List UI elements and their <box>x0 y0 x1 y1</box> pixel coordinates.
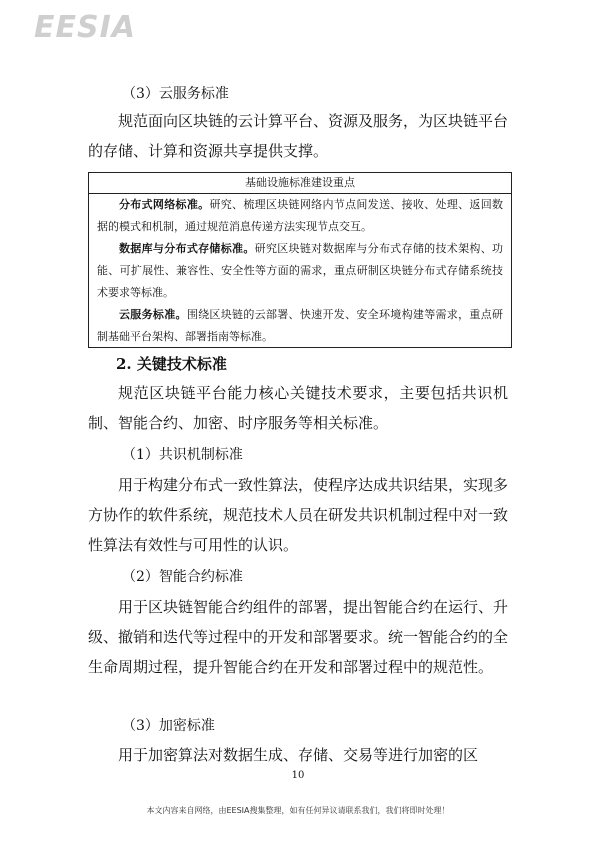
box-item-text: 围绕区块链的云部署、快速开发、安全环境构建等需求，重点研制基础平台架构、部署指南等标准。 <box>97 308 504 343</box>
smart-contract-heading: （2）智能合约标准 <box>122 569 243 585</box>
consensus-body: 用于构建分布式一致性算法，使程序达成共识结果，实现多方协作的软件系统，规范技术人员在研发共识机制过程中对一致性算法有效性与可用性的认识。 <box>88 476 509 554</box>
box-title: 基础设施标准建设重点 <box>89 173 511 194</box>
box-item-label: 数据库与分布式存储标准。 <box>119 242 255 255</box>
section-title-key-tech: 2. 关键技术标准 <box>116 355 227 373</box>
box-item-label: 云服务标准。 <box>119 308 187 321</box>
box-item-label: 分布式网络标准。 <box>119 198 210 211</box>
key-tech-intro: 规范区块链平台能力核心关键技术要求，主要包括共识机制、智能合约、加密、时序服务等相关标准。 <box>88 384 508 432</box>
page-number: 10 <box>291 770 305 781</box>
encryption-body: 用于加密算法对数据生成、存储、交易等进行加密的区 <box>118 746 479 764</box>
infrastructure-focus-box <box>88 172 512 348</box>
encryption-heading: （3）加密标准 <box>122 718 215 734</box>
box-item-text: 研究、梳理区块链网络内节点间发送、接收、处理、返回数据的模式和机制，通过规范消息传递方法实现节点交互。 <box>97 198 504 233</box>
box-item-distributed-network <box>89 194 511 238</box>
smart-contract-body: 用于区块链智能合约组件的部署，提出智能合约在运行、升级、撤销和迭代等过程中的开发和部署要求。统一智能合约的全生命周期过程，提升智能合约在开发和部署过程中的规范性。 <box>88 598 509 676</box>
consensus-heading: （1）共识机制标准 <box>122 447 243 463</box>
box-item-text: 研究区块链对数据库与分布式存储的技术架构、功能、可扩展性、兼容性、安全性等方面的需求，重点研制区块链分布式存储系统技术要求等标准。 <box>97 242 504 299</box>
box-item-database-storage <box>89 238 511 304</box>
footer-notice: 本文内容来自网络，由EESIA搜集整理，如有任何异议请联系我们，我们将即时处理！ <box>146 806 450 815</box>
cloud-standard-heading: （3）云服务标准 <box>122 86 229 102</box>
box-item-cloud-service <box>89 304 511 348</box>
eesia-logo: EESIA <box>34 10 136 45</box>
cloud-standard-body: 规范面向区块链的云计算平台、资源及服务，为区块链平台的存储、计算和资源共享提供支撑。 <box>88 112 509 160</box>
